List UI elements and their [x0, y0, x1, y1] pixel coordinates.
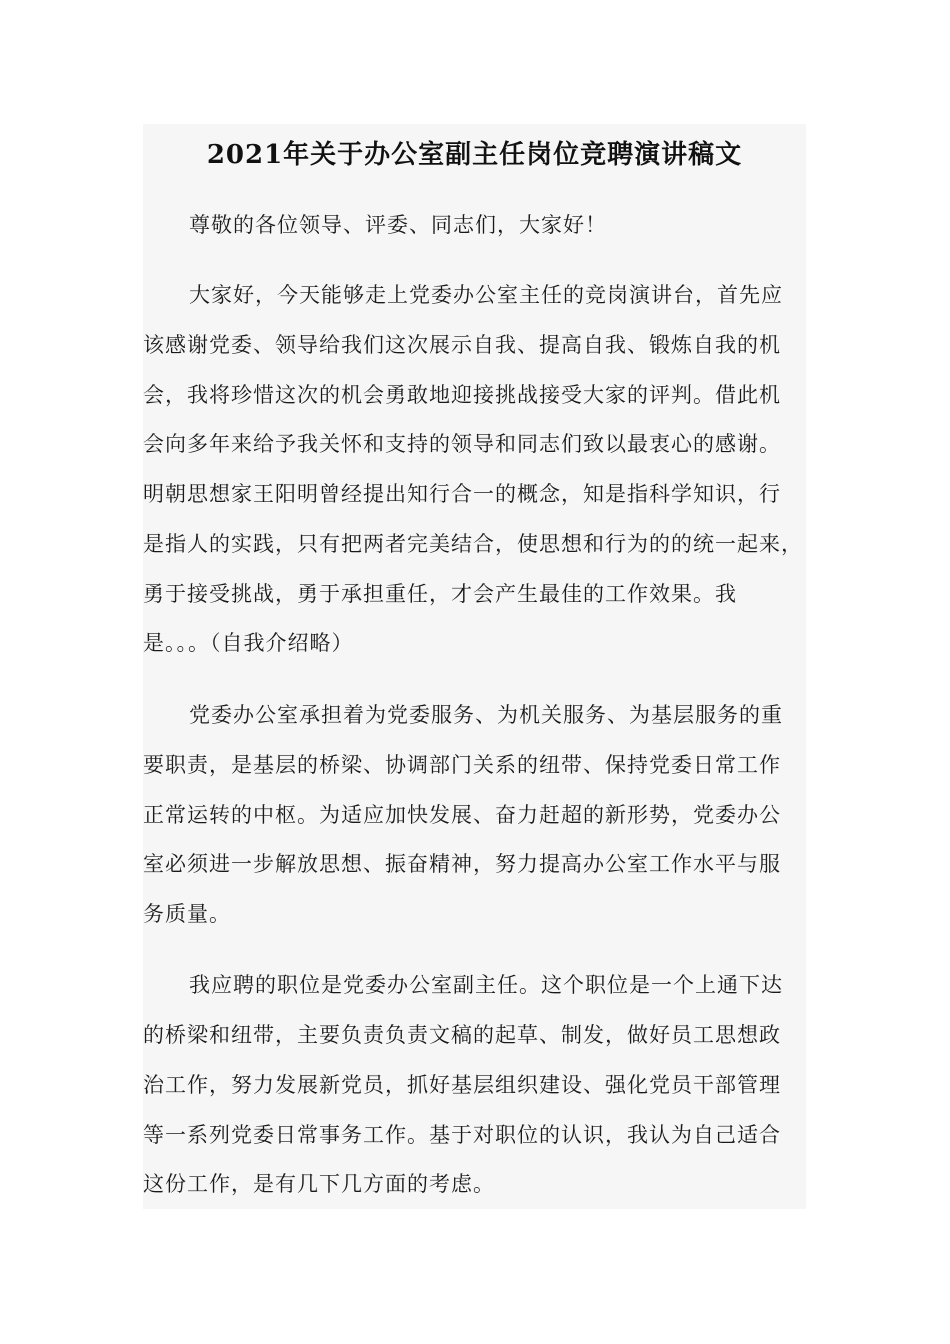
document-page: [143, 124, 806, 1209]
paragraph-line: 会向多年来给予我关怀和支持的领导和同志们致以最衷心的感谢。: [143, 432, 781, 456]
paragraph-line: 我应聘的职位是党委办公室副主任。这个职位是一个上通下达: [189, 973, 783, 997]
paragraph-line: 大家好，今天能够走上党委办公室主任的竞岗演讲台，首先应: [189, 283, 783, 307]
paragraph-line: 室必须进一步解放思想、振奋精神，努力提高办公室工作水平与服: [143, 852, 781, 876]
paragraph-line: 明朝思想家王阳明曾经提出知行合一的概念，知是指科学知识，行: [143, 482, 781, 506]
paragraph-line: 该感谢党委、领导给我们这次展示自我、提高自我、锻炼自我的机: [143, 333, 781, 357]
paragraph-line: 这份工作，是有几下几方面的考虑。: [143, 1172, 495, 1196]
paragraph-line: 是。。。（自我介绍略）: [143, 631, 354, 655]
paragraph-line: 要职责，是基层的桥梁、协调部门关系的纽带、保持党委日常工作: [143, 753, 781, 777]
greeting: 尊敬的各位领导、评委、同志们，大家好！: [189, 213, 607, 237]
paragraph-line: 党委办公室承担着为党委服务、为机关服务、为基层服务的重: [189, 703, 783, 727]
paragraph-line: 的桥梁和纽带，主要负责负责文稿的起草、制发，做好员工思想政: [143, 1023, 781, 1047]
paragraph-line: 务质量。: [143, 902, 231, 926]
document-title: 2021年关于办公室副主任岗位竞聘演讲稿文: [206, 140, 743, 170]
paragraph-line: 治工作，努力发展新党员，抓好基层组织建设、强化党员干部管理: [143, 1073, 781, 1097]
paragraph-line: 正常运转的中枢。为适应加快发展、奋力赶超的新形势，党委办公: [143, 803, 781, 827]
paragraph-line: 勇于接受挑战，勇于承担重任，才会产生最佳的工作效果。我: [143, 582, 737, 606]
paragraph-line: 等一系列党委日常事务工作。基于对职位的认识，我认为自己适合: [143, 1123, 781, 1147]
paragraph-line: 会，我将珍惜这次的机会勇敢地迎接挑战接受大家的评判。借此机: [143, 383, 781, 407]
paragraph-line: 是指人的实践，只有把两者完美结合，使思想和行为的的统一起来，: [143, 532, 803, 556]
